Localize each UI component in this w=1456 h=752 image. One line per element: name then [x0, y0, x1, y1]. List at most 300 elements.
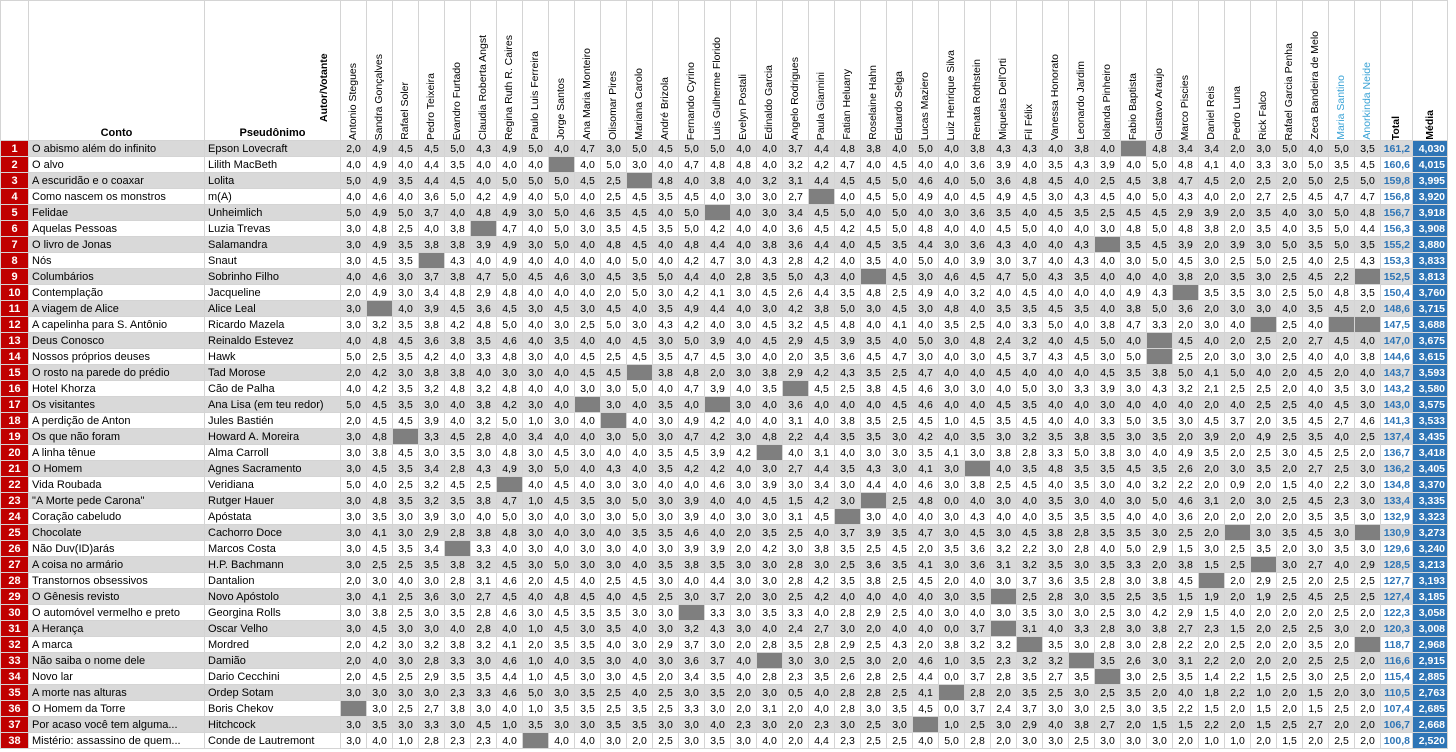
pseudonimo-cell[interactable]: Oscar Velho	[205, 621, 341, 637]
score-cell[interactable]: 2,5	[1095, 205, 1121, 221]
score-cell[interactable]: 3,5	[653, 221, 679, 237]
pseudonimo-cell[interactable]: Boris Chekov	[205, 701, 341, 717]
score-cell[interactable]: 3,9	[991, 157, 1017, 173]
score-cell[interactable]: 3,5	[393, 493, 419, 509]
media-cell[interactable]: 3,405	[1413, 461, 1448, 477]
score-cell[interactable]: 3,0	[1355, 477, 1381, 493]
pseudonimo-cell[interactable]: Dantalion	[205, 573, 341, 589]
score-cell[interactable]: 3,8	[445, 221, 471, 237]
voter-header[interactable]	[1043, 1, 1069, 141]
score-cell[interactable]: 5,0	[627, 253, 653, 269]
score-cell[interactable]: 4,5	[991, 365, 1017, 381]
score-cell[interactable]: 2,5	[1329, 461, 1355, 477]
score-cell[interactable]: 4,2	[1147, 605, 1173, 621]
score-cell[interactable]: 3,3	[1043, 445, 1069, 461]
score-cell[interactable]: 4,0	[523, 157, 549, 173]
score-cell[interactable]: 2,0	[1277, 701, 1303, 717]
score-cell[interactable]: 3,9	[861, 525, 887, 541]
score-cell[interactable]: 5,0	[1147, 301, 1173, 317]
score-cell[interactable]: 4,0	[887, 477, 913, 493]
score-cell[interactable]: 2,5	[835, 653, 861, 669]
score-cell[interactable]: 4,0	[913, 509, 939, 525]
score-cell[interactable]: 4,0	[861, 317, 887, 333]
score-cell[interactable]: 4,0	[1121, 333, 1147, 349]
score-cell[interactable]: 4,0	[367, 733, 393, 749]
row-number[interactable]: 18	[1, 413, 29, 429]
score-cell[interactable]: 4,0	[653, 253, 679, 269]
pseudonimo-cell[interactable]: Howard A. Moreira	[205, 429, 341, 445]
score-cell[interactable]: 2,5	[1225, 557, 1251, 573]
score-cell[interactable]: 4,5	[497, 589, 523, 605]
score-cell[interactable]: 3,2	[1173, 381, 1199, 397]
score-cell[interactable]: 4,0	[757, 349, 783, 365]
score-cell[interactable]: 4,2	[419, 349, 445, 365]
score-cell[interactable]: 3,9	[419, 509, 445, 525]
score-cell[interactable]: 4,1	[367, 525, 393, 541]
score-cell[interactable]	[367, 301, 393, 317]
score-cell[interactable]: 3,5	[601, 605, 627, 621]
score-cell[interactable]: 5,0	[627, 493, 653, 509]
score-cell[interactable]: 3,0	[575, 269, 601, 285]
score-cell[interactable]: 3,0	[341, 589, 367, 605]
score-cell[interactable]: 3,3	[419, 429, 445, 445]
score-cell[interactable]: 3,8	[1147, 573, 1173, 589]
score-cell[interactable]: 2,8	[419, 733, 445, 749]
score-cell[interactable]: 3,0	[523, 509, 549, 525]
score-cell[interactable]: 3,0	[731, 509, 757, 525]
score-cell[interactable]: 2,0	[341, 141, 367, 157]
score-cell[interactable]: 5,0	[549, 221, 575, 237]
score-cell[interactable]: 3,0	[653, 333, 679, 349]
score-cell[interactable]: 4,0	[549, 541, 575, 557]
score-cell[interactable]: 2,8	[809, 637, 835, 653]
score-cell[interactable]: 4,8	[965, 333, 991, 349]
score-cell[interactable]: 4,9	[497, 189, 523, 205]
score-cell[interactable]: 2,8	[991, 669, 1017, 685]
score-cell[interactable]: 1,9	[1199, 589, 1225, 605]
score-cell[interactable]: 4,5	[1043, 301, 1069, 317]
score-cell[interactable]: 2,0	[1147, 557, 1173, 573]
score-cell[interactable]: 2,5	[1173, 525, 1199, 541]
score-cell[interactable]: 4,0	[965, 493, 991, 509]
score-cell[interactable]: 4,0	[991, 285, 1017, 301]
conto-cell[interactable]: Por acaso você tem alguma...	[29, 717, 205, 733]
row-number[interactable]: 23	[1, 493, 29, 509]
score-cell[interactable]: 3,0	[575, 621, 601, 637]
score-cell[interactable]: 1,0	[1225, 733, 1251, 749]
score-cell[interactable]: 4,0	[809, 701, 835, 717]
pseudonimo-cell[interactable]: Georgina Rolls	[205, 605, 341, 621]
score-cell[interactable]: 4,4	[809, 429, 835, 445]
row-number[interactable]: 19	[1, 429, 29, 445]
score-cell[interactable]: 3,9	[419, 301, 445, 317]
score-cell[interactable]: 4,0	[1069, 285, 1095, 301]
score-cell[interactable]: 3,0	[523, 525, 549, 541]
pseudonimo-cell[interactable]: Rutger Hauer	[205, 493, 341, 509]
score-cell[interactable]: 3,5	[1277, 413, 1303, 429]
score-cell[interactable]: 2,5	[783, 525, 809, 541]
score-cell[interactable]: 3,0	[601, 493, 627, 509]
score-cell[interactable]: 4,0	[627, 685, 653, 701]
score-cell[interactable]: 4,3	[809, 269, 835, 285]
score-cell[interactable]	[1355, 269, 1381, 285]
voter-header[interactable]	[1225, 1, 1251, 141]
score-cell[interactable]: 4,5	[627, 573, 653, 589]
score-cell[interactable]: 3,0	[445, 717, 471, 733]
score-cell[interactable]: 4,0	[835, 445, 861, 461]
score-cell[interactable]: 3,0	[393, 685, 419, 701]
score-cell[interactable]: 4,3	[1069, 253, 1095, 269]
media-cell[interactable]: 4,015	[1413, 157, 1448, 173]
score-cell[interactable]: 4,2	[367, 381, 393, 397]
score-cell[interactable]: 4,5	[1303, 589, 1329, 605]
score-cell[interactable]: 2,5	[1251, 397, 1277, 413]
total-cell[interactable]: 128,5	[1381, 557, 1413, 573]
score-cell[interactable]: 4,1	[913, 557, 939, 573]
score-cell[interactable]: 3,0	[1043, 541, 1069, 557]
score-cell[interactable]: 4,0	[1147, 445, 1173, 461]
score-cell[interactable]: 2,5	[1251, 445, 1277, 461]
conto-cell[interactable]: Transtornos obsessivos	[29, 573, 205, 589]
conto-cell[interactable]: O Homem da Torre	[29, 701, 205, 717]
score-cell[interactable]: 4,5	[367, 621, 393, 637]
score-cell[interactable]: 2,5	[1043, 685, 1069, 701]
score-cell[interactable]: 4,0	[575, 285, 601, 301]
score-cell[interactable]	[913, 717, 939, 733]
conto-cell[interactable]: Vida Roubada	[29, 477, 205, 493]
score-cell[interactable]: 3,0	[835, 493, 861, 509]
score-cell[interactable]: 4,5	[835, 173, 861, 189]
score-cell[interactable]: 3,5	[1251, 221, 1277, 237]
score-cell[interactable]: 4,0	[627, 413, 653, 429]
score-cell[interactable]: 3,5	[991, 413, 1017, 429]
score-cell[interactable]: 2,0	[1303, 733, 1329, 749]
score-cell[interactable]: 4,3	[1355, 253, 1381, 269]
score-cell[interactable]: 2,0	[1251, 413, 1277, 429]
score-cell[interactable]: 2,7	[1329, 413, 1355, 429]
score-cell[interactable]: 3,0	[575, 541, 601, 557]
score-cell[interactable]: 5,0	[939, 733, 965, 749]
score-cell[interactable]: 3,0	[861, 301, 887, 317]
score-cell[interactable]: 3,5	[1147, 413, 1173, 429]
score-cell[interactable]: 4,0	[627, 301, 653, 317]
score-cell[interactable]: 3,0	[1095, 397, 1121, 413]
score-cell[interactable]: 3,5	[653, 557, 679, 573]
score-cell[interactable]: 2,0	[783, 733, 809, 749]
voter-header[interactable]	[1329, 1, 1355, 141]
score-cell[interactable]: 3,2	[783, 317, 809, 333]
score-cell[interactable]: 4,0	[549, 381, 575, 397]
score-cell[interactable]: 4,0	[1121, 397, 1147, 413]
score-cell[interactable]: 4,5	[367, 397, 393, 413]
score-cell[interactable]: 3,5	[965, 429, 991, 445]
score-cell[interactable]: 3,7	[705, 653, 731, 669]
score-cell[interactable]: 4,8	[653, 173, 679, 189]
score-cell[interactable]: 4,5	[679, 445, 705, 461]
score-cell[interactable]	[627, 173, 653, 189]
score-cell[interactable]: 2,8	[731, 269, 757, 285]
score-cell[interactable]: 5,0	[1121, 541, 1147, 557]
score-cell[interactable]: 3,0	[601, 141, 627, 157]
score-cell[interactable]: 5,0	[1095, 333, 1121, 349]
score-cell[interactable]: 3,5	[575, 653, 601, 669]
score-cell[interactable]: 3,5	[653, 397, 679, 413]
score-cell[interactable]: 4,5	[445, 477, 471, 493]
score-cell[interactable]: 4,0	[653, 205, 679, 221]
voter-header[interactable]	[601, 1, 627, 141]
score-cell[interactable]: 2,8	[471, 429, 497, 445]
score-cell[interactable]: 3,5	[965, 589, 991, 605]
score-cell[interactable]: 3,5	[861, 333, 887, 349]
score-cell[interactable]: 4,0	[627, 653, 653, 669]
score-cell[interactable]: 3,1	[783, 509, 809, 525]
score-cell[interactable]: 3,0	[653, 717, 679, 733]
score-cell[interactable]: 2,0	[1251, 733, 1277, 749]
score-cell[interactable]: 4,5	[575, 349, 601, 365]
score-cell[interactable]: 4,1	[705, 285, 731, 301]
score-cell[interactable]: 4,0	[731, 653, 757, 669]
score-cell[interactable]: 4,0	[835, 253, 861, 269]
score-cell[interactable]: 2,6	[1173, 461, 1199, 477]
conto-cell[interactable]: O abismo além do infinito	[29, 141, 205, 157]
row-number[interactable]: 37	[1, 717, 29, 733]
score-cell[interactable]: 4,5	[1017, 525, 1043, 541]
score-cell[interactable]: 3,5	[653, 525, 679, 541]
score-cell[interactable]: 4,0	[705, 525, 731, 541]
score-cell[interactable]: 4,5	[549, 493, 575, 509]
score-cell[interactable]: 3,7	[965, 701, 991, 717]
pseudonimo-cell[interactable]: Conde de Lautremont	[205, 733, 341, 749]
score-cell[interactable]: 3,0	[549, 717, 575, 733]
score-cell[interactable]: 3,1	[471, 573, 497, 589]
score-cell[interactable]: 3,2	[367, 317, 393, 333]
score-cell[interactable]: 2,5	[393, 701, 419, 717]
score-cell[interactable]: 4,8	[471, 205, 497, 221]
score-cell[interactable]: 3,0	[341, 221, 367, 237]
score-cell[interactable]: 4,1	[497, 637, 523, 653]
row-number[interactable]: 4	[1, 189, 29, 205]
score-cell[interactable]: 4,2	[783, 301, 809, 317]
row-number[interactable]: 33	[1, 653, 29, 669]
score-cell[interactable]: 4,5	[991, 221, 1017, 237]
score-cell[interactable]: 2,0	[991, 733, 1017, 749]
score-cell[interactable]: 2,9	[1147, 541, 1173, 557]
score-cell[interactable]: 2,5	[1277, 669, 1303, 685]
score-cell[interactable]: 3,2	[419, 637, 445, 653]
score-cell[interactable]: 3,8	[1173, 269, 1199, 285]
score-cell[interactable]: 3,5	[939, 541, 965, 557]
score-cell[interactable]: 3,0	[575, 717, 601, 733]
score-cell[interactable]	[679, 605, 705, 621]
score-cell[interactable]: 4,0	[1017, 365, 1043, 381]
score-cell[interactable]: 3,0	[523, 557, 549, 573]
score-cell[interactable]	[627, 365, 653, 381]
score-cell[interactable]: 3,6	[965, 205, 991, 221]
score-cell[interactable]: 3,5	[1355, 285, 1381, 301]
score-cell[interactable]: 2,8	[965, 685, 991, 701]
media-cell[interactable]: 3,920	[1413, 189, 1448, 205]
score-cell[interactable]: 5,0	[1277, 237, 1303, 253]
score-cell[interactable]: 3,6	[965, 157, 991, 173]
row-number[interactable]: 11	[1, 301, 29, 317]
score-cell[interactable]: 2,7	[1303, 717, 1329, 733]
score-cell[interactable]: 3,5	[367, 717, 393, 733]
pseudonimo-cell[interactable]: Unheimlich	[205, 205, 341, 221]
score-cell[interactable]: 5,0	[679, 333, 705, 349]
score-cell[interactable]: 3,5	[1017, 605, 1043, 621]
score-cell[interactable]: 4,8	[367, 333, 393, 349]
score-cell[interactable]: 2,5	[1277, 269, 1303, 285]
score-cell[interactable]: 3,0	[757, 205, 783, 221]
score-cell[interactable]: 4,0	[1303, 141, 1329, 157]
score-cell[interactable]	[1095, 669, 1121, 685]
score-cell[interactable]: 4,0	[679, 477, 705, 493]
total-cell[interactable]: 116,6	[1381, 653, 1413, 669]
total-cell[interactable]: 160,6	[1381, 157, 1413, 173]
pseudonimo-cell[interactable]: Reinaldo Estevez	[205, 333, 341, 349]
score-cell[interactable]: 3,0	[757, 557, 783, 573]
score-cell[interactable]: 3,0	[445, 589, 471, 605]
score-cell[interactable]: 4,5	[679, 189, 705, 205]
score-cell[interactable]: 3,0	[835, 621, 861, 637]
score-cell[interactable]: 4,0	[1225, 605, 1251, 621]
score-cell[interactable]: 4,3	[861, 461, 887, 477]
score-cell[interactable]: 3,0	[1355, 685, 1381, 701]
score-cell[interactable]: 4,0	[341, 333, 367, 349]
score-cell[interactable]: 4,0	[1303, 381, 1329, 397]
score-cell[interactable]: 4,5	[757, 285, 783, 301]
score-cell[interactable]: 5,0	[1173, 365, 1199, 381]
score-cell[interactable]: 3,0	[575, 301, 601, 317]
pseudonimo-cell[interactable]: Epson Lovecraft	[205, 141, 341, 157]
score-cell[interactable]: 5,0	[549, 461, 575, 477]
score-cell[interactable]: 1,5	[1199, 605, 1225, 621]
conto-cell[interactable]: Nós	[29, 253, 205, 269]
score-cell[interactable]: 4,0	[653, 157, 679, 173]
score-cell[interactable]: 4,0	[965, 301, 991, 317]
score-cell[interactable]: 5,0	[523, 173, 549, 189]
score-cell[interactable]: 4,2	[367, 637, 393, 653]
score-cell[interactable]: 2,8	[445, 461, 471, 477]
score-cell[interactable]: 3,0	[1095, 221, 1121, 237]
score-cell[interactable]: 3,9	[1095, 381, 1121, 397]
score-cell[interactable]: 3,2	[1017, 557, 1043, 573]
conto-cell[interactable]: Como nascem os monstros	[29, 189, 205, 205]
score-cell[interactable]: 4,0	[913, 605, 939, 621]
score-cell[interactable]: 2,5	[1277, 717, 1303, 733]
score-cell[interactable]: 2,0	[939, 573, 965, 589]
score-cell[interactable]: 2,2	[1017, 541, 1043, 557]
score-cell[interactable]: 4,5	[1069, 349, 1095, 365]
score-cell[interactable]: 4,5	[549, 445, 575, 461]
score-cell[interactable]: 3,0	[653, 429, 679, 445]
score-cell[interactable]: 4,5	[601, 301, 627, 317]
media-cell[interactable]: 3,615	[1413, 349, 1448, 365]
total-cell[interactable]: 143,0	[1381, 397, 1413, 413]
voter-header[interactable]	[523, 1, 549, 141]
score-cell[interactable]: 2,0	[1277, 653, 1303, 669]
score-cell[interactable]: 4,5	[523, 269, 549, 285]
score-cell[interactable]: 3,4	[1173, 141, 1199, 157]
total-cell[interactable]: 141,3	[1381, 413, 1413, 429]
score-cell[interactable]: 3,0	[341, 621, 367, 637]
score-cell[interactable]: 5,0	[1277, 141, 1303, 157]
score-cell[interactable]: 3,5	[1121, 685, 1147, 701]
score-cell[interactable]: 4,7	[835, 157, 861, 173]
score-cell[interactable]: 4,2	[679, 317, 705, 333]
score-cell[interactable]: 2,9	[835, 637, 861, 653]
score-cell[interactable]	[1121, 141, 1147, 157]
score-cell[interactable]: 2,8	[1095, 621, 1121, 637]
score-cell[interactable]: 4,0	[679, 397, 705, 413]
score-cell[interactable]: 3,5	[705, 733, 731, 749]
score-cell[interactable]: 3,0	[783, 541, 809, 557]
score-cell[interactable]: 5,0	[913, 253, 939, 269]
score-cell[interactable]: 2,8	[1043, 589, 1069, 605]
score-cell[interactable]: 2,0	[341, 365, 367, 381]
score-cell[interactable]: 4,0	[1017, 237, 1043, 253]
score-cell[interactable]: 5,0	[523, 141, 549, 157]
score-cell[interactable]: 2,5	[1329, 173, 1355, 189]
score-cell[interactable]: 4,0	[1173, 397, 1199, 413]
score-cell[interactable]: 3,5	[705, 557, 731, 573]
score-cell[interactable]: 4,0	[731, 333, 757, 349]
voter-header[interactable]	[445, 1, 471, 141]
media-cell[interactable]: 2,520	[1413, 733, 1448, 749]
score-cell[interactable]: 3,8	[367, 605, 393, 621]
score-cell[interactable]: 4,0	[471, 253, 497, 269]
score-cell[interactable]: 3,5	[445, 445, 471, 461]
score-cell[interactable]: 4,4	[861, 477, 887, 493]
score-cell[interactable]: 4,6	[497, 653, 523, 669]
conto-cell[interactable]: O automóvel vermelho e preto	[29, 605, 205, 621]
score-cell[interactable]: 2,8	[861, 669, 887, 685]
score-cell[interactable]: 4,0	[705, 717, 731, 733]
score-cell[interactable]: 3,4	[809, 477, 835, 493]
score-cell[interactable]: 4,7	[471, 269, 497, 285]
pseudonimo-cell[interactable]: Salamandra	[205, 237, 341, 253]
score-cell[interactable]: 5,0	[1147, 493, 1173, 509]
score-cell[interactable]: 3,0	[601, 557, 627, 573]
pseudonimo-cell[interactable]: Dario Cecchini	[205, 669, 341, 685]
score-cell[interactable]: 3,0	[601, 381, 627, 397]
row-number[interactable]: 7	[1, 237, 29, 253]
score-cell[interactable]: 4,0	[1199, 333, 1225, 349]
score-cell[interactable]: 3,9	[1173, 237, 1199, 253]
score-cell[interactable]: 3,2	[783, 157, 809, 173]
conto-cell[interactable]: O Homem	[29, 461, 205, 477]
score-cell[interactable]: 2,4	[783, 621, 809, 637]
score-cell[interactable]: 3,5	[1069, 205, 1095, 221]
score-cell[interactable]: 3,8	[1121, 301, 1147, 317]
score-cell[interactable]: 4,6	[367, 269, 393, 285]
conto-cell[interactable]: Não Duv(ID)arás	[29, 541, 205, 557]
score-cell[interactable]: 5,0	[497, 173, 523, 189]
media-cell[interactable]: 3,675	[1413, 333, 1448, 349]
score-cell[interactable]: 4,0	[627, 621, 653, 637]
score-cell[interactable]: 2,5	[1303, 653, 1329, 669]
score-cell[interactable]: 4,0	[497, 157, 523, 173]
score-cell[interactable]: 1,0	[523, 413, 549, 429]
score-cell[interactable]: 2,0	[1251, 621, 1277, 637]
pseudonimo-cell[interactable]: Marcos Costa	[205, 541, 341, 557]
score-cell[interactable]: 2,5	[1329, 573, 1355, 589]
score-cell[interactable]: 3,5	[1095, 653, 1121, 669]
score-cell[interactable]: 4,0	[965, 397, 991, 413]
score-cell[interactable]: 4,7	[991, 269, 1017, 285]
score-cell[interactable]: 2,5	[861, 541, 887, 557]
score-cell[interactable]: 3,4	[419, 461, 445, 477]
